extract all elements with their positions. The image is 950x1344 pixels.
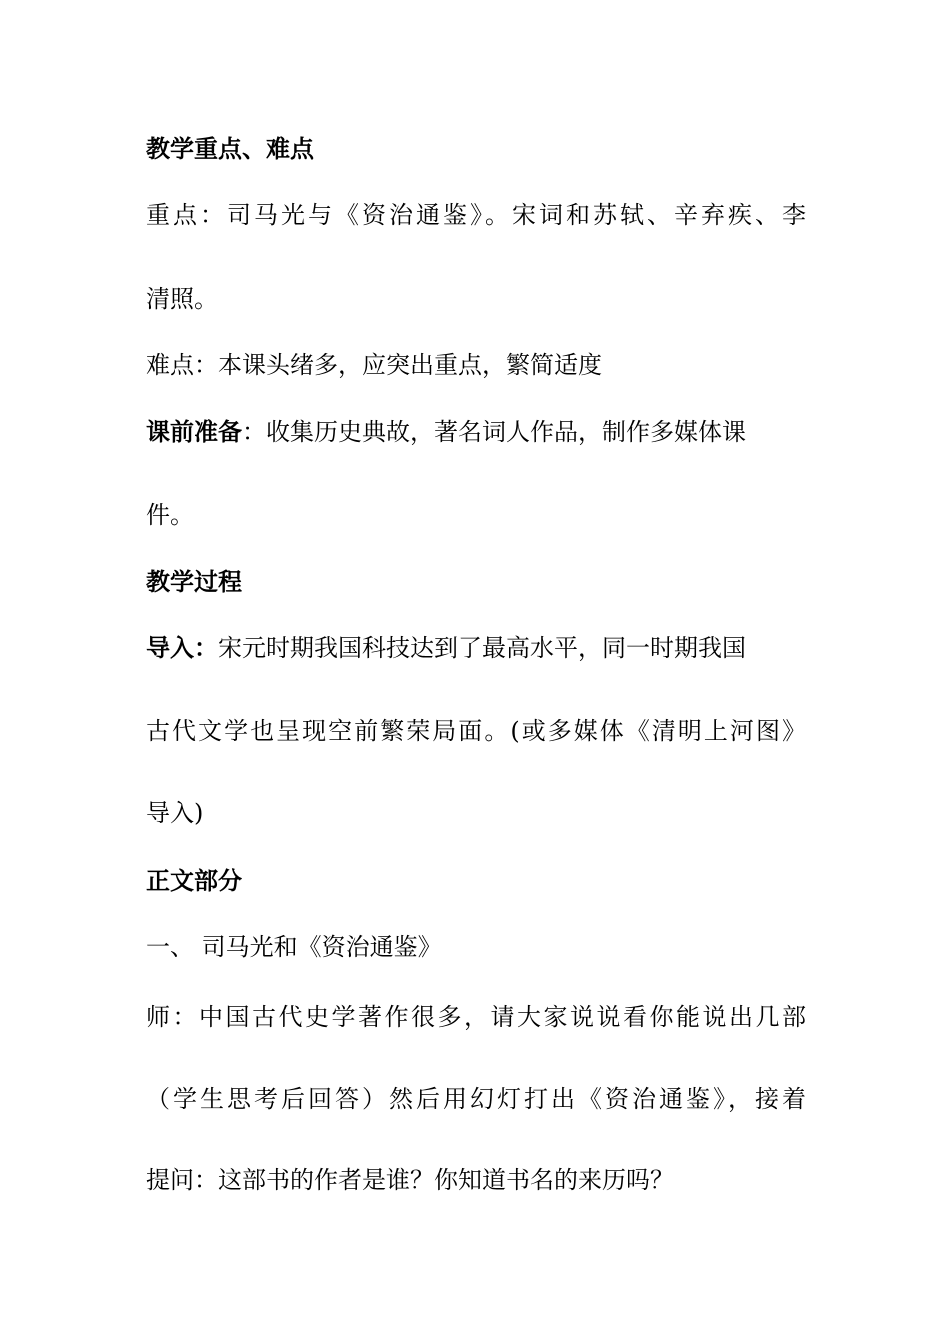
heading-key-points: 教学重点、难点 — [146, 134, 314, 163]
key-points-line-2: 清照。 — [146, 285, 218, 313]
intro-line-3: 导入) — [146, 799, 204, 827]
teacher-line-1: 师：中国古代史学著作很多，请大家说说看你能说出几部 — [146, 1003, 806, 1031]
preparation-label: 课前准备 — [146, 417, 242, 446]
key-points-line-1: 重点：司马光与《资治通鉴》。宋词和苏轼、辛弃疾、李 — [146, 201, 806, 229]
heading-main: 正文部分 — [146, 866, 242, 895]
intro-line-2: 古代文学也呈现空前繁荣局面。(或多媒体《清明上河图》 — [146, 717, 806, 745]
difficulty-line: 难点：本课头绪多，应突出重点，繁简适度 — [146, 351, 602, 379]
heading-process: 教学过程 — [146, 567, 242, 596]
teacher-line-2: （学生思考后回答）然后用幻灯打出《资治通鉴》，接着 — [146, 1085, 806, 1113]
preparation-text: ：收集历史典故，著名词人作品，制作多媒体课 — [242, 418, 746, 446]
teacher-line-3: 提问：这部书的作者是谁？你知道书名的来历吗？ — [146, 1166, 674, 1194]
intro-line-1 — [146, 632, 746, 664]
preparation-line-2: 件。 — [146, 501, 194, 529]
preparation-line-1 — [146, 416, 746, 448]
section-1-title: 一、 司马光和《资治通鉴》 — [146, 933, 442, 961]
intro-text: 宋元时期我国科技达到了最高水平，同一时期我国 — [218, 634, 746, 662]
intro-label: 导入： — [146, 633, 218, 662]
